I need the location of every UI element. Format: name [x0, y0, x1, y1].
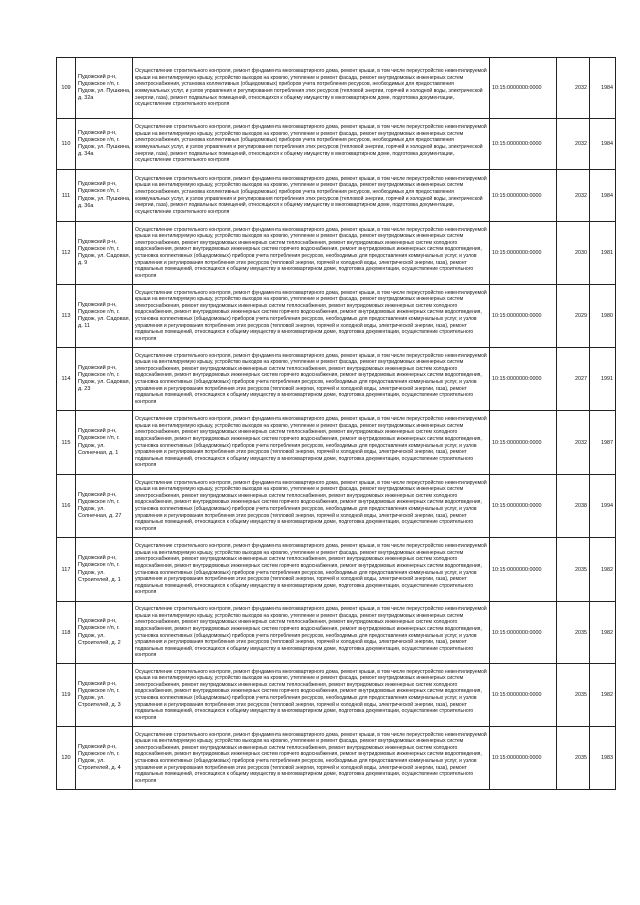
cadastral-number: 10:15:0000000:0000	[490, 538, 557, 602]
capital-repair-table	[56, 57, 616, 790]
build-year: 1987	[590, 411, 616, 475]
build-year: 1982	[590, 664, 616, 727]
repair-year: 2035	[557, 602, 590, 664]
repair-year: 2035	[557, 727, 590, 790]
row-number: 118	[57, 602, 76, 664]
row-number: 109	[57, 58, 76, 119]
build-year: 1994	[590, 475, 616, 538]
build-year: 1982	[590, 602, 616, 664]
build-year: 1982	[590, 538, 616, 602]
repair-year: 2032	[557, 411, 590, 475]
house-address: Пудожский р-н, Пудожское г/п, г. Пудож, ул. Строителей, д. 4	[76, 727, 133, 790]
house-address: Пудожский р-н, Пудожское г/п, г. Пудож, ул. Солнечная, д. 1	[76, 411, 133, 475]
cadastral-number: 10:15:0000000:0000	[490, 602, 557, 664]
house-address: Пудожский р-н, Пудожское г/п, г. Пудож, ул. Солнечная, д. 27	[76, 475, 133, 538]
repair-works: Осуществление строительного контроля, ремонт фундамента многоквартирного дома, ремонт крыши, в том числе переустройство невентилируемой крыши на вентилируемую крышу, устройство выходов на кровлю, утепление и ремонт фасада, ремонт внутридомовых инженерных систем электроснабжения, ремонт внутридомовых инженерных систем теплоснабжения, ремонт внутридомовых инженерных систем холодного водоснабжения, ремонт внутридомовых инженерных систем горячего водоснабжения, ремонт внутридомовых инженерных систем водоотведения, установка коллективных (общедомовых) приборов учета потребления ресурсов, необходимых для предоставления коммунальных услуг, и узлов управления и регулирования потребления этих ресурсов (тепловой энергии, горячей и холодной воды, электрической энергии, газа), ремонт подвальных помещений, относящихся к общему имуществу в многоквартирном доме, подготовка документации, осуществление строительного контроля	[133, 475, 490, 538]
build-year: 1983	[590, 727, 616, 790]
cadastral-number: 10:15:0000000:0000	[490, 664, 557, 727]
build-year: 1984	[590, 58, 616, 119]
table-row	[57, 411, 616, 475]
repair-year: 2027	[557, 348, 590, 411]
build-year: 1981	[590, 222, 616, 285]
house-address: Пудожский р-н, Пудожское г/п, г. Пудож, ул. Садовая, д. 23	[76, 348, 133, 411]
table-row	[57, 348, 616, 411]
build-year: 1984	[590, 119, 616, 170]
cadastral-number: 10:15:0000000:0000	[490, 222, 557, 285]
repair-works: Осуществление строительного контроля, ремонт фундамента многоквартирного дома, ремонт крыши, в том числе переустройство невентилируемой крыши на вентилируемую крышу, устройство выходов на кровлю, утепление и ремонт фасада, ремонт внутридомовых инженерных систем электроснабжения, установка коллективных (общедомовых) приборов учета потребления ресурсов, необходимых для предоставления коммунальных услуг, и узлов управления и регулирования потребления этих ресурсов (тепловой энергии, горячей и холодной воды, электрической энергии, газа), ремонт подвальных помещений, относящихся к общему имуществу в многоквартирном доме, подготовка документации, осуществление строительного контроля	[133, 58, 490, 119]
repair-works: Осуществление строительного контроля, ремонт фундамента многоквартирного дома, ремонт крыши, в том числе переустройство невентилируемой крыши на вентилируемую крышу, устройство выходов на кровлю, утепление и ремонт фасада, ремонт внутридомовых инженерных систем электроснабжения, установка коллективных (общедомовых) приборов учета потребления ресурсов, необходимых для предоставления коммунальных услуг, и узлов управления и регулирования потребления этих ресурсов (тепловой энергии, горячей и холодной воды, электрической энергии, газа), ремонт подвальных помещений, относящихся к общему имуществу в многоквартирном доме, подготовка документации, осуществление строительного контроля	[133, 119, 490, 170]
row-number: 110	[57, 119, 76, 170]
repair-works: Осуществление строительного контроля, ремонт фундамента многоквартирного дома, ремонт крыши, в том числе переустройство невентилируемой крыши на вентилируемую крышу, устройство выходов на кровлю, утепление и ремонт фасада, ремонт внутридомовых инженерных систем электроснабжения, ремонт внутридомовых инженерных систем теплоснабжения, ремонт внутридомовых инженерных систем холодного водоснабжения, ремонт внутридомовых инженерных систем горячего водоснабжения, ремонт внутридомовых инженерных систем водоотведения, установка коллективных (общедомовых) приборов учета потребления ресурсов, необходимых для предоставления коммунальных услуг, и узлов управления и регулирования потребления этих ресурсов (тепловой энергии, горячей и холодной воды, электрической энергии, газа), ремонт подвальных помещений, относящихся к общему имуществу в многоквартирном доме, подготовка документации, осуществление строительного контроля	[133, 222, 490, 285]
cadastral-number: 10:15:0000000:0000	[490, 727, 557, 790]
repair-year: 2032	[557, 170, 590, 222]
build-year: 1991	[590, 348, 616, 411]
row-number: 112	[57, 222, 76, 285]
repair-works: Осуществление строительного контроля, ремонт фундамента многоквартирного дома, ремонт крыши, в том числе переустройство невентилируемой крыши на вентилируемую крышу, устройство выходов на кровлю, утепление и ремонт фасада, ремонт внутридомовых инженерных систем электроснабжения, ремонт внутридомовых инженерных систем теплоснабжения, ремонт внутридомовых инженерных систем холодного водоснабжения, ремонт внутридомовых инженерных систем горячего водоснабжения, ремонт внутридомовых инженерных систем водоотведения, установка коллективных (общедомовых) приборов учета потребления ресурсов, необходимых для предоставления коммунальных услуг, и узлов управления и регулирования потребления этих ресурсов (тепловой энергии, горячей и холодной воды, электрической энергии, газа), ремонт подвальных помещений, относящихся к общему имуществу в многоквартирном доме, подготовка документации, осуществление строительного контроля	[133, 664, 490, 727]
table-row	[57, 222, 616, 285]
repair-works: Осуществление строительного контроля, ремонт фундамента многоквартирного дома, ремонт крыши, в том числе переустройство невентилируемой крыши на вентилируемую крышу, устройство выходов на кровлю, утепление и ремонт фасада, ремонт внутридомовых инженерных систем электроснабжения, ремонт внутридомовых инженерных систем теплоснабжения, ремонт внутридомовых инженерных систем холодного водоснабжения, ремонт внутридомовых инженерных систем горячего водоснабжения, ремонт внутридомовых инженерных систем водоотведения, установка коллективных (общедомовых) приборов учета потребления ресурсов, необходимых для предоставления коммунальных услуг, и узлов управления и регулирования потребления этих ресурсов (тепловой энергии, горячей и холодной воды, электрической энергии, газа), ремонт подвальных помещений, относящихся к общему имуществу в многоквартирном доме, подготовка документации, осуществление строительного контроля	[133, 727, 490, 790]
cadastral-number: 10:15:0000000:0000	[490, 119, 557, 170]
table-row	[57, 170, 616, 222]
row-number: 113	[57, 285, 76, 348]
repair-works: Осуществление строительного контроля, ремонт фундамента многоквартирного дома, ремонт крыши, в том числе переустройство невентилируемой крыши на вентилируемую крышу, устройство выходов на кровлю, утепление и ремонт фасада, ремонт внутридомовых инженерных систем электроснабжения, ремонт внутридомовых инженерных систем теплоснабжения, ремонт внутридомовых инженерных систем холодного водоснабжения, ремонт внутридомовых инженерных систем горячего водоснабжения, ремонт внутридомовых инженерных систем водоотведения, установка коллективных (общедомовых) приборов учета потребления ресурсов, необходимых для предоставления коммунальных услуг, и узлов управления и регулирования потребления этих ресурсов (тепловой энергии, горячей и холодной воды, электрической энергии, газа), ремонт подвальных помещений, относящихся к общему имуществу в многоквартирном доме, подготовка документации, осуществление строительного контроля	[133, 411, 490, 475]
table-row	[57, 602, 616, 664]
house-address: Пудожский р-н, Пудожское г/п, г. Пудож, ул. Строителей, д. 1	[76, 538, 133, 602]
cadastral-number: 10:15:0000000:0000	[490, 58, 557, 119]
cadastral-number: 10:15:0000000:0000	[490, 411, 557, 475]
cadastral-number: 10:15:0000000:0000	[490, 348, 557, 411]
table-row	[57, 664, 616, 727]
table-row	[57, 727, 616, 790]
repair-year: 2030	[557, 222, 590, 285]
cadastral-number: 10:15:0000000:0000	[490, 285, 557, 348]
table-row	[57, 119, 616, 170]
repair-works: Осуществление строительного контроля, ремонт фундамента многоквартирного дома, ремонт крыши, в том числе переустройство невентилируемой крыши на вентилируемую крышу, устройство выходов на кровлю, утепление и ремонт фасада, ремонт внутридомовых инженерных систем электроснабжения, установка коллективных (общедомовых) приборов учета потребления ресурсов, необходимых для предоставления коммунальных услуг, и узлов управления и регулирования потребления этих ресурсов (тепловой энергии, горячей и холодной воды, электрической энергии, газа), ремонт подвальных помещений, относящихся к общему имуществу в многоквартирном доме, подготовка документации, осуществление строительного контроля	[133, 170, 490, 222]
row-number: 116	[57, 475, 76, 538]
repair-works: Осуществление строительного контроля, ремонт фундамента многоквартирного дома, ремонт крыши, в том числе переустройство невентилируемой крыши на вентилируемую крышу, устройство выходов на кровлю, утепление и ремонт фасада, ремонт внутридомовых инженерных систем электроснабжения, ремонт внутридомовых инженерных систем теплоснабжения, ремонт внутридомовых инженерных систем холодного водоснабжения, ремонт внутридомовых инженерных систем горячего водоснабжения, ремонт внутридомовых инженерных систем водоотведения, установка коллективных (общедомовых) приборов учета потребления ресурсов, необходимых для предоставления коммунальных услуг, и узлов управления и регулирования потребления этих ресурсов (тепловой энергии, горячей и холодной воды, электрической энергии, газа), ремонт подвальных помещений, относящихся к общему имуществу в многоквартирном доме, подготовка документации, осуществление строительного контроля	[133, 285, 490, 348]
build-year: 1984	[590, 170, 616, 222]
repair-works: Осуществление строительного контроля, ремонт фундамента многоквартирного дома, ремонт крыши, в том числе переустройство невентилируемой крыши на вентилируемую крышу, устройство выходов на кровлю, утепление и ремонт фасада, ремонт внутридомовых инженерных систем электроснабжения, ремонт внутридомовых инженерных систем теплоснабжения, ремонт внутридомовых инженерных систем холодного водоснабжения, ремонт внутридомовых инженерных систем горячего водоснабжения, ремонт внутридомовых инженерных систем водоотведения, установка коллективных (общедомовых) приборов учета потребления ресурсов, необходимых для предоставления коммунальных услуг, и узлов управления и регулирования потребления этих ресурсов (тепловой энергии, горячей и холодной воды, электрической энергии, газа), ремонт подвальных помещений, относящихся к общему имуществу в многоквартирном доме, подготовка документации, осуществление строительного контроля	[133, 602, 490, 664]
table-row	[57, 538, 616, 602]
house-address: Пудожский р-н, Пудожское г/п, г. Пудож, ул. Пушкина, д. 32а	[76, 58, 133, 119]
table-row	[57, 58, 616, 119]
row-number: 120	[57, 727, 76, 790]
cadastral-number: 10:15:0000000:0000	[490, 475, 557, 538]
table-body	[57, 58, 616, 790]
repair-year: 2032	[557, 119, 590, 170]
row-number: 111	[57, 170, 76, 222]
house-address: Пудожский р-н, Пудожское г/п, г. Пудож, ул. Строителей, д. 2	[76, 602, 133, 664]
house-address: Пудожский р-н, Пудожское г/п, г. Пудож, ул. Строителей, д. 3	[76, 664, 133, 727]
cadastral-number: 10:15:0000000:0000	[490, 170, 557, 222]
repair-works: Осуществление строительного контроля, ремонт фундамента многоквартирного дома, ремонт крыши, в том числе переустройство невентилируемой крыши на вентилируемую крышу, устройство выходов на кровлю, утепление и ремонт фасада, ремонт внутридомовых инженерных систем электроснабжения, ремонт внутридомовых инженерных систем теплоснабжения, ремонт внутридомовых инженерных систем холодного водоснабжения, ремонт внутридомовых инженерных систем горячего водоснабжения, ремонт внутридомовых инженерных систем водоотведения, установка коллективных (общедомовых) приборов учета потребления ресурсов, необходимых для предоставления коммунальных услуг, и узлов управления и регулирования потребления этих ресурсов (тепловой энергии, горячей и холодной воды, электрической энергии, газа), ремонт подвальных помещений, относящихся к общему имуществу в многоквартирном доме, подготовка документации, осуществление строительного контроля	[133, 538, 490, 602]
repair-works: Осуществление строительного контроля, ремонт фундамента многоквартирного дома, ремонт крыши, в том числе переустройство невентилируемой крыши на вентилируемую крышу, устройство выходов на кровлю, утепление и ремонт фасада, ремонт внутридомовых инженерных систем электроснабжения, ремонт внутридомовых инженерных систем теплоснабжения, ремонт внутридомовых инженерных систем холодного водоснабжения, ремонт внутридомовых инженерных систем горячего водоснабжения, ремонт внутридомовых инженерных систем водоотведения, установка коллективных (общедомовых) приборов учета потребления ресурсов, необходимых для предоставления коммунальных услуг, и узлов управления и регулирования потребления этих ресурсов (тепловой энергии, горячей и холодной воды, электрической энергии, газа), ремонт подвальных помещений, относящихся к общему имуществу в многоквартирном доме, подготовка документации, осуществление строительного контроля	[133, 348, 490, 411]
repair-year: 2032	[557, 58, 590, 119]
table-row	[57, 285, 616, 348]
house-address: Пудожский р-н, Пудожское г/п, г. Пудож, ул. Пушкина, д. 34а	[76, 119, 133, 170]
row-number: 114	[57, 348, 76, 411]
table-row	[57, 475, 616, 538]
house-address: Пудожский р-н, Пудожское г/п, г. Пудож, ул. Пушкина, д. 36а	[76, 170, 133, 222]
repair-year: 2035	[557, 538, 590, 602]
row-number: 115	[57, 411, 76, 475]
row-number: 119	[57, 664, 76, 727]
row-number: 117	[57, 538, 76, 602]
house-address: Пудожский р-н, Пудожское г/п, г. Пудож, ул. Садовая, д. 9	[76, 222, 133, 285]
house-address: Пудожский р-н, Пудожское г/п, г. Пудож, ул. Садовая, д. 11	[76, 285, 133, 348]
repair-year: 2035	[557, 664, 590, 727]
repair-year: 2029	[557, 285, 590, 348]
build-year: 1980	[590, 285, 616, 348]
repair-year: 2038	[557, 475, 590, 538]
